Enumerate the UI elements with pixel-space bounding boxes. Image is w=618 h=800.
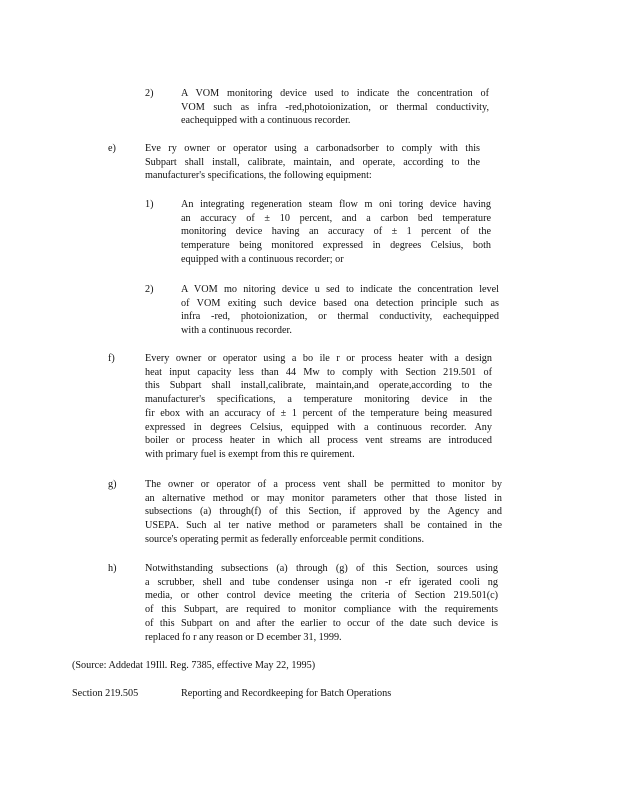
text-line: infra -red, photoionization, or thermal conductivity, eachequipped bbox=[181, 311, 499, 323]
text-line: A VOM monitoring device used to indicate the concentration of bbox=[181, 88, 489, 99]
text-line: an accuracy of ± 10 percent, and a carbon bed temperature bbox=[181, 212, 491, 224]
item-label: e) bbox=[108, 143, 116, 154]
source-note: (Source: Addedat 19Ill. Reg. 7385, effective May 22, 1995) bbox=[72, 660, 316, 671]
text-line: source's operating permit as federally enforceable permit conditions. bbox=[145, 533, 425, 545]
paragraph-item-1-flow bbox=[181, 198, 491, 267]
paragraph-item-h bbox=[145, 562, 498, 644]
text-line: Eve ry owner or operator using a carbonadsorber to comply with this bbox=[145, 143, 480, 154]
item-label: h) bbox=[108, 563, 117, 574]
text-line: eachequipped with a continuous recorder. bbox=[181, 115, 351, 127]
text-line: with primary fuel is exempt from this re quirement. bbox=[145, 448, 355, 460]
paragraph-item-e bbox=[145, 142, 480, 183]
text-line: subsections (a) through(f) of this Section, if approved by the Agency and bbox=[145, 506, 502, 518]
text-line: The owner or operator of a process vent shall be permitted to monitor by bbox=[145, 479, 502, 490]
text-line: media, or other control device meeting the criteria of Section 219.501(c) bbox=[145, 590, 498, 602]
item-label: 1) bbox=[145, 199, 154, 210]
text-line: fir ebox with an accuracy of ± 1 percent of the temperature being measured bbox=[145, 407, 492, 419]
section-number: Section 219.505 bbox=[72, 688, 139, 699]
text-line: Every owner or operator using a bo ile r or process heater with a design bbox=[145, 353, 492, 364]
paragraph-item-f bbox=[145, 352, 492, 462]
text-line: with a continuous recorder. bbox=[181, 325, 292, 337]
text-line: of VOM exiting such device based ona detection principle such as bbox=[181, 297, 499, 309]
text-line: manufacturer's specifications, the following equipment: bbox=[145, 170, 372, 182]
text-line: an alternative method or may monitor parameters other that those listed in bbox=[145, 492, 502, 504]
text-line: replaced fo r any reason or D ecember 31, 1999. bbox=[145, 631, 342, 643]
item-label: g) bbox=[108, 479, 117, 490]
text-line: a scrubber, shell and tube condenser usinga non -r efr igerated cooli ng bbox=[145, 576, 498, 588]
text-line: Subpart shall install, calibrate, maintain, and operate, according to the bbox=[145, 156, 480, 168]
paragraph-item-2-vom bbox=[181, 87, 489, 128]
text-line: of this Subpart, are required to monitor compliance with the requirements bbox=[145, 604, 498, 616]
text-line: temperature being monitored expressed in degrees Celsius, both bbox=[181, 240, 491, 252]
item-label: 2) bbox=[145, 88, 154, 99]
text-line: of this Subpart on and after the earlier to occur of the date such device is bbox=[145, 617, 498, 629]
paragraph-item-2-vom-exit bbox=[181, 283, 499, 338]
text-line: monitoring device having an accuracy of ± 1 percent of the bbox=[181, 226, 491, 238]
text-line: A VOM mo nitoring device u sed to indicate the concentration level bbox=[181, 284, 499, 295]
text-line: An integrating regeneration steam flow m oni toring device having bbox=[181, 199, 491, 210]
text-line: expressed in degrees Celsius, equipped with a continuous recorder. Any bbox=[145, 421, 492, 433]
text-line: Notwithstanding subsections (a) through (g) of this Section, sources using bbox=[145, 563, 498, 574]
text-line: this Subpart shall install,calibrate, maintain,and operate,according to the bbox=[145, 380, 492, 392]
text-line: VOM such as infra -red,photoionization, or thermal conductivity, bbox=[181, 101, 489, 113]
text-line: manufacturer's specifications, a temperature monitoring device in the bbox=[145, 394, 492, 406]
paragraph-item-g bbox=[145, 478, 502, 547]
text-line: equipped with a continuous recorder; or bbox=[181, 253, 344, 265]
text-line: USEPA. Such al ter native method or parameters shall be contained in the bbox=[145, 520, 502, 532]
item-label: f) bbox=[108, 353, 115, 364]
text-line: heat input capacity less than 44 Mw to comply with Section 219.501 of bbox=[145, 366, 492, 378]
section-title: Reporting and Recordkeeping for Batch Operations bbox=[181, 688, 392, 699]
text-line: boiler or process heater in which all process vent streams are introduced bbox=[145, 435, 492, 447]
item-label: 2) bbox=[145, 284, 154, 295]
